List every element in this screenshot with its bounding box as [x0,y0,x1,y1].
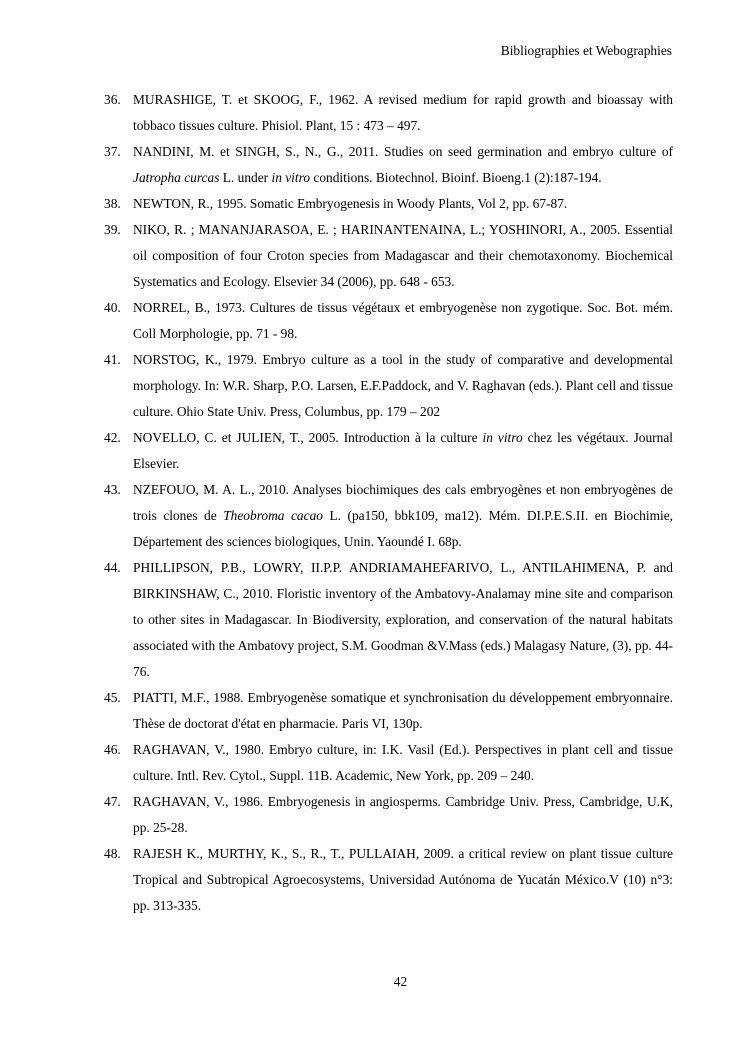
reference-segment: L. (pa150, bbk109, ma12). Mém. DI.P.E.S.II. en Biochimie, Département des sciences biologiques, Unin. Yaoundé I. 68p. [133,508,673,549]
reference-segment: PHILLIPSON, P.B., LOWRY, II.P.P. ANDRIAMAHEFARIVO, L., ANTILAHIMENA, P. and BIRKINSHAW, C., 2010. Floristic inventory of the Ambatovy-Analamay mine site and comparison to other sites in Madagascar. In Biodiversity, exploration, and conservation of the natural habitats associated with the Ambatovy project, S.M. Goodman &V.Mass (eds.) Malagasy Nature, (3), pp. 44-76. [133,560,673,679]
reference-item [104,685,673,737]
reference-segment: L. under [219,170,272,185]
reference-number: 44. [104,560,121,575]
reference-item [104,477,673,555]
reference-segment: chez les végétaux. Journal Elsevier. [133,430,674,471]
reference-number: 39. [104,222,121,237]
reference-item [104,139,673,191]
reference-item [104,555,673,685]
reference-text [133,685,673,737]
reference-text [133,477,673,555]
reference-number: 48. [104,846,121,861]
reference-segment: NANDINI, M. et SINGH, S., N., G., 2011. Studies on seed germination and embryo culture of [133,144,673,159]
reference-item [104,789,673,841]
reference-segment: NORREL, B., 1973. Cultures de tissus végétaux et embryogenèse non zygotique. Soc. Bot. mém. Coll Morphologie, pp. 71 - 98. [133,300,673,341]
reference-list [104,87,673,919]
reference-segment: MURASHIGE, T. et SKOOG, F., 1962. A revised medium for rapid growth and bioassay with tobbaco tissues culture. Phisiol. Plant, 15 : 473 – 497. [133,92,673,133]
reference-item [104,347,673,425]
reference-item [104,87,673,139]
reference-item [104,191,673,217]
reference-segment: NOVELLO, C. et JULIEN, T., 2005. Introduction à la culture [133,430,483,445]
reference-segment: RAJESH K., MURTHY, K., S., R., T., PULLAIAH, 2009. a critical review on plant tissue culture Tropical and Subtropical Agroecosystems, Universidad Autónoma de Yucatán México.V (10) n°3: pp. 313-335. [133,846,673,913]
reference-text [133,87,673,139]
reference-number: 40. [104,300,121,315]
reference-number: 43. [104,482,121,497]
reference-italic-segment: Jatropha curcas [133,170,220,185]
reference-number: 45. [104,690,121,705]
reference-text [133,217,673,295]
reference-item [104,737,673,789]
page-number: 42 [393,974,408,989]
reference-text [133,295,673,347]
reference-number: 47. [104,794,121,809]
reference-text [133,425,673,477]
reference-item [104,295,673,347]
reference-segment: PIATTI, M.F., 1988. Embryogenèse somatique et synchronisation du développement embryonnaire. Thèse de doctorat d'état en pharmacie. Paris VI, 130p. [133,690,673,731]
reference-number: 38. [104,196,121,211]
reference-item [104,425,673,477]
reference-number: 41. [104,352,121,367]
reference-text [133,789,673,841]
reference-text [133,737,673,789]
reference-text [133,347,673,425]
reference-text [133,139,673,191]
reference-number: 46. [104,742,121,757]
reference-italic-segment: in vitro [482,430,523,445]
reference-italic-segment: Theobroma cacao [223,508,323,523]
running-header: Bibliographies et Webographies [500,43,672,58]
reference-segment: NORSTOG, K., 1979. Embryo culture as a tool in the study of comparative and developmental morphology. In: W.R. Sharp, P.O. Larsen, E.F.Paddock, and V. Raghavan (eds.). Plant cell and tissue culture. Ohio State Univ. Press, Columbus, pp. 179 – 202 [133,352,673,419]
reference-segment: RAGHAVAN, V., 1986. Embryogenesis in angiosperms. Cambridge Univ. Press, Cambridge, U.K, pp. 25-28. [133,794,673,835]
reference-text [133,555,673,685]
reference-italic-segment: in vitro [271,170,311,185]
reference-item [104,841,673,919]
reference-segment: NEWTON, R., 1995. Somatic Embryogenesis in Woody Plants, Vol 2, pp. 67-87. [133,196,568,211]
reference-text [133,191,673,217]
reference-item [104,217,673,295]
reference-segment: RAGHAVAN, V., 1980. Embryo culture, in: I.K. Vasil (Ed.). Perspectives in plant cell and tissue culture. Intl. Rev. Cytol., Suppl. 11B. Academic, New York, pp. 209 – 240. [133,742,673,783]
reference-number: 36. [104,92,121,107]
reference-segment: NIKO, R. ; MANANJARASOA, E. ; HARINANTENAINA, L.; YOSHINORI, A., 2005. Essential oil composition of four Croton species from Madagascar and their chemotaxonomy. Biochemical Systematics and Ecology. Elsevier 34 (2006), pp. 648 - 653. [133,222,673,289]
reference-text [133,841,673,919]
reference-number: 42. [104,430,121,445]
reference-number: 37. [104,144,121,159]
reference-segment: NZEFOUO, M. A. L., 2010. Analyses biochimiques des cals embryogènes et non embryogènes de trois clones de [133,482,673,523]
reference-segment: conditions. Biotechnol. Bioinf. Bioeng.1 (2):187-194. [310,170,602,185]
